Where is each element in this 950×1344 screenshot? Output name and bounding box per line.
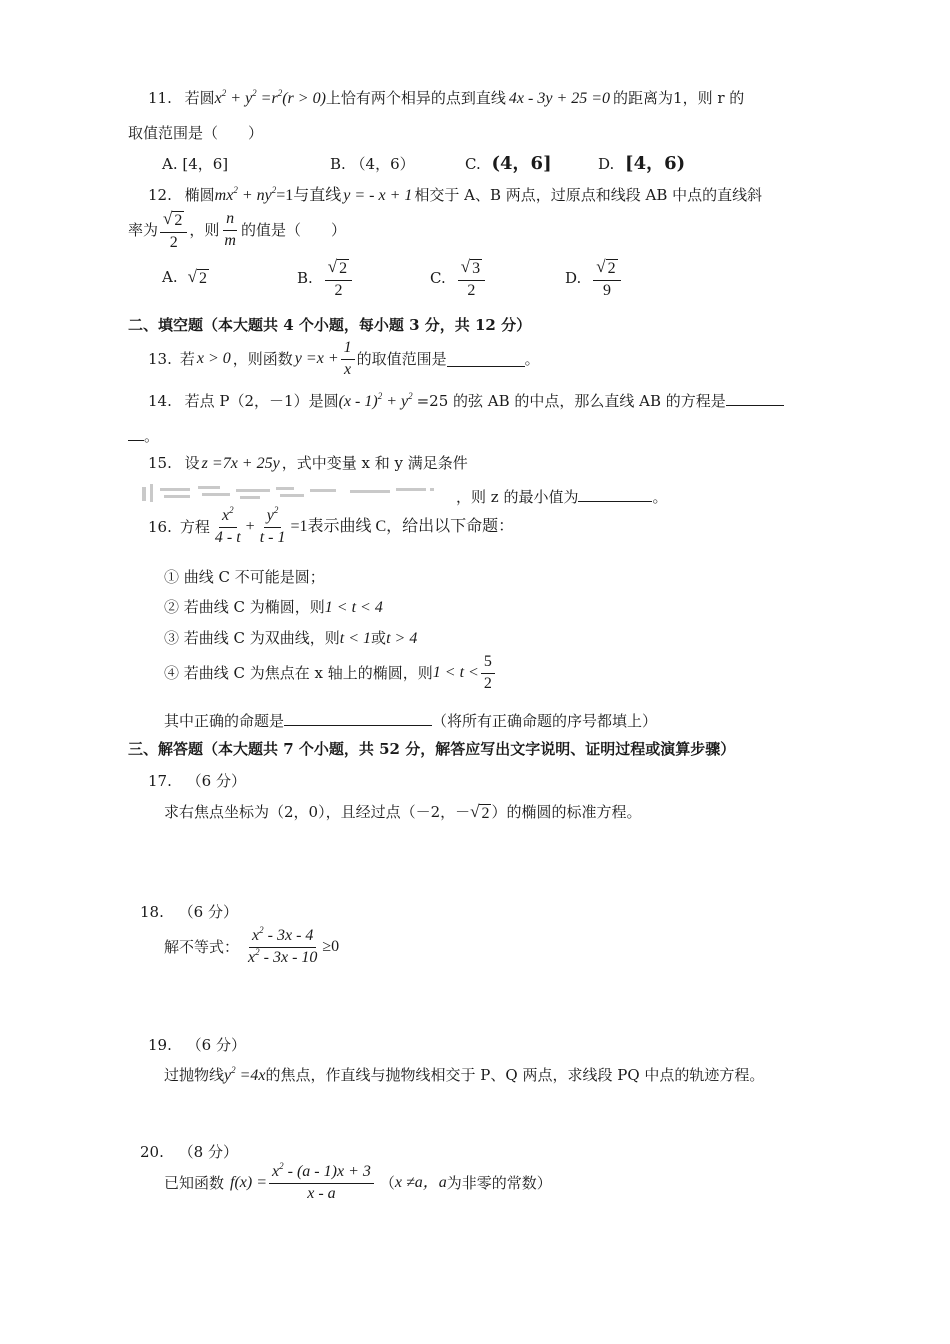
q15-line2-end: 。 xyxy=(652,488,668,506)
q18-fraction: $\frac{x^2 - 3x - 4}{x^2 - 3x - 10}$ xyxy=(248,925,318,966)
q20-fraction: $\frac{x^2 - (a - 1)x + 3}{x - a}$ xyxy=(269,1164,374,1203)
q12-line2-mid: ，则 xyxy=(189,221,220,240)
q12-option-d-label: D. xyxy=(565,269,582,288)
q16-item-3-or: 或 xyxy=(371,629,387,647)
q16-answer-post: （将所有正确命题的序号都填上） xyxy=(432,712,658,730)
q12-number: 12. xyxy=(148,186,172,204)
q15-line2 xyxy=(456,487,667,505)
q11-number: 11. xyxy=(148,89,172,107)
q12-option-b xyxy=(297,258,354,299)
q13-text-post: 的取值范围是 xyxy=(356,349,447,368)
q16-text-pre: 方程 xyxy=(179,517,210,536)
q11-option-d-label: D. xyxy=(598,155,615,173)
q16-item-2-range: 1 < t < 4 xyxy=(324,599,383,616)
q16-item-2-text: ② 若曲线 C 为椭圆，则 xyxy=(164,598,325,616)
q15-text-pre: 设 xyxy=(184,454,200,472)
q18-relation: ≥0 xyxy=(322,938,340,956)
q15-constraints-scribble xyxy=(140,482,440,504)
q11-circle-eq: $x^2 + y^2 =r^2(r > 0)$ xyxy=(214,88,326,107)
q12-option-b-label: B. xyxy=(297,269,313,288)
q11-line2: 取值范围是（ ） xyxy=(128,124,264,142)
q12-option-a xyxy=(162,268,209,288)
q15-number: 15. xyxy=(148,454,172,472)
q16-item-2 xyxy=(164,600,383,616)
q20-number: 20. xyxy=(140,1143,164,1161)
q17-line xyxy=(164,803,642,823)
q20-line xyxy=(164,1161,552,1203)
q17-sqrt2: √ 2 xyxy=(470,802,490,822)
q14-text-pre: 若点 P（2，－1）是圆 xyxy=(184,392,339,410)
q19-parabola: $y^2 =4x$ xyxy=(224,1065,266,1084)
q11-option-c-label: C. xyxy=(465,155,481,173)
q18-score: （6 分） xyxy=(178,903,238,921)
q12-option-b-value: √ 2 2 xyxy=(325,258,352,299)
q12-option-a-label: A. xyxy=(162,268,178,287)
q20-text-post: （ xyxy=(379,1173,395,1192)
q12-text-pre: 椭圆 xyxy=(184,186,215,204)
q16-line1: 16. 方程 $\frac{x^2}{4 - t}$ + $\frac{y^2}{t - 1}$ =1表示曲线 C，给出以下命题： xyxy=(148,505,515,546)
q13-condition: x > 0 xyxy=(196,350,231,368)
q17-text-pre: 求右焦点坐标为（2，0），且经过点（－2，－ xyxy=(164,803,471,822)
q16-item-4 xyxy=(164,654,497,693)
q20-text-post2: 为非零的常数） xyxy=(446,1173,552,1192)
section-3-title: 三、解答题（本大题共 7 个小题，共 52 分，解答应写出文字说明、证明过程或演算步骤） xyxy=(128,740,736,758)
q16-fraction-y: $\frac{y^2}{t - 1}$ xyxy=(259,505,286,546)
q17-text-post: ）的椭圆的标准方程。 xyxy=(491,803,642,822)
q19-number: 19. xyxy=(148,1036,172,1054)
q15-line2-text: ，则 z 的最小值为 xyxy=(456,488,579,506)
q19-score: （6 分） xyxy=(186,1036,246,1054)
q11-option-c-value: (4，6] xyxy=(491,153,552,174)
q13-number: 13. xyxy=(148,349,172,368)
q15-objective: z =7x + 25y xyxy=(201,455,280,472)
q20-header xyxy=(140,1145,238,1160)
q18-header xyxy=(140,905,238,920)
q15-text-post: ，式中变量 x 和 y 满足条件 xyxy=(281,454,468,472)
q12-n-over-m: $\frac{n}{m}$ xyxy=(224,210,236,250)
q14-text-mid: =25 的弦 AB 的中点，那么直线 AB 的方程是 xyxy=(416,392,726,410)
q17-score: （6 分） xyxy=(186,772,246,790)
q11-line-eq: 4x - 3y + 25 =0 xyxy=(508,90,611,107)
q16-item-1: ① 曲线 C 不可能是圆； xyxy=(164,568,325,586)
q11-text-post: 的距离为1，则 r 的 xyxy=(613,89,745,107)
q16-item-4-five-halves: $\frac{5}{2}$ xyxy=(481,654,495,693)
q11-option-a: A. [4，6] xyxy=(162,155,229,173)
q16-item-3 xyxy=(164,631,417,647)
q12-line2-post: 的值是（ ） xyxy=(240,221,346,240)
q12-option-d-value: √ 2 9 xyxy=(593,258,620,299)
q16-answer-line xyxy=(164,711,657,729)
section-2-title: 二、填空题（本大题共 4 个小题，每小题 3 分，共 12 分） xyxy=(128,316,532,334)
q12-option-c-value: √ 3 2 xyxy=(458,258,485,299)
q15-line1 xyxy=(148,456,468,472)
q11-line1 xyxy=(148,88,745,107)
q20-condition: x ≠a，a xyxy=(394,1174,447,1192)
q16-item-4-text: ④ 若曲线 C 为焦点在 x 轴上的椭圆，则 xyxy=(164,663,433,682)
q13-text-end: 。 xyxy=(524,349,540,368)
q13-one-over-x: $\frac{1}{x}$ xyxy=(341,340,355,379)
q19-header xyxy=(148,1038,246,1053)
q14-circle-eq: $(x - 1)^2 + y^2$ xyxy=(338,391,413,410)
q12-line1 xyxy=(148,185,763,204)
q16-answer-pre: 其中正确的命题是 xyxy=(164,712,285,730)
q16-fraction-x: $\frac{x^2}{4 - t}$ xyxy=(214,505,241,546)
q16-text-post: =1表示曲线 C，给出以下命题： xyxy=(290,518,515,536)
q12-option-d xyxy=(565,258,623,299)
q16-answer-blank[interactable] xyxy=(284,711,432,726)
q15-answer-blank[interactable] xyxy=(578,487,652,502)
q13-text-pre: 若 xyxy=(179,349,195,368)
q14-answer-blank[interactable] xyxy=(726,391,784,406)
q16-item-3-range-a: t < 1 xyxy=(339,630,372,647)
q16-item-4-range: 1 < t < xyxy=(432,664,479,682)
q20-text-pre: 已知函数 xyxy=(164,1173,225,1192)
q12-text-mid: =1与直线 xyxy=(276,187,342,204)
q12-option-a-value: √ 2 xyxy=(187,267,207,287)
q11-text-mid: 上恰有两个相异的点到直线 xyxy=(325,89,506,107)
q13-answer-blank[interactable] xyxy=(447,352,525,367)
q13-line xyxy=(148,340,540,379)
q13-text-mid: ，则函数 xyxy=(232,349,293,368)
q11-option-d-value: [4，6) xyxy=(625,153,686,174)
q19-text-pre: 过抛物线 xyxy=(164,1066,225,1084)
q11-option-b: B. （4，6） xyxy=(330,155,415,173)
q14-line1 xyxy=(148,391,784,410)
q18-text-pre: 解不等式： xyxy=(164,937,240,956)
q11-text-pre: 若圆 xyxy=(184,89,215,107)
q11-option-d xyxy=(598,155,685,173)
q12-line2 xyxy=(128,210,346,251)
q12-slope-fraction: √ 2 2 xyxy=(160,210,187,251)
q17-header xyxy=(148,774,246,789)
q20-function-name: f(x) = xyxy=(230,1174,268,1192)
q18-number: 18. xyxy=(140,903,164,921)
q19-text-post: 的焦点，作直线与抛物线相交于 P、Q 两点，求线段 PQ 中点的轨迹方程。 xyxy=(265,1066,765,1084)
q20-score: （8 分） xyxy=(178,1143,238,1161)
q18-line xyxy=(164,925,340,967)
q12-line2-pre: 率为 xyxy=(128,221,159,240)
q14-number: 14. xyxy=(148,392,172,410)
q12-text-post: 相交于 A、B 两点，过原点和线段 AB 中点的直线斜 xyxy=(414,186,763,204)
q12-line-eq: y = - x + 1 xyxy=(343,187,413,204)
q12-option-c-label: C. xyxy=(430,269,446,288)
q17-number: 17. xyxy=(148,772,172,790)
q16-number: 16. xyxy=(148,517,172,536)
q11-option-c xyxy=(465,155,552,173)
q12-option-c xyxy=(430,258,487,299)
q16-item-3-range-b: t > 4 xyxy=(386,630,418,647)
q14-answer-blank-cont[interactable] xyxy=(128,426,144,441)
q14-line2-end: 。 xyxy=(144,427,160,445)
q19-line xyxy=(164,1065,765,1084)
q13-function: y =x + xyxy=(294,350,339,368)
q12-ellipse-eq: $mx^2 + ny^2$ xyxy=(214,185,277,204)
q14-line2 xyxy=(128,426,159,444)
q16-item-3-text: ③ 若曲线 C 为双曲线，则 xyxy=(164,629,340,647)
